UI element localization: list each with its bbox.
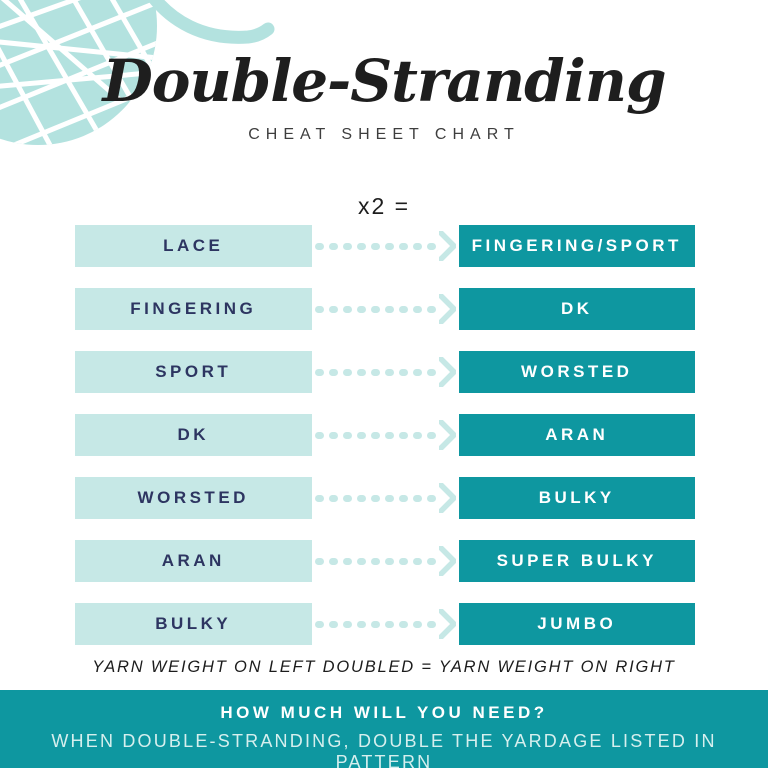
source-weight-label: LACE [163,236,224,255]
source-weight-box [75,351,312,393]
footer-heading: HOW MUCH WILL YOU NEED? [220,703,548,722]
page-subtitle: CHEAT SHEET CHART [248,125,520,143]
chevron-right-icon [439,483,456,513]
chevron-right-icon [439,546,456,576]
source-weight-box [75,603,312,645]
source-weight-label: WORSTED [137,488,249,507]
conversion-row [75,540,695,582]
chevron-right-icon [439,357,456,387]
dashed-arrow [312,225,459,267]
result-weight-box [459,603,696,645]
conversion-table [75,225,695,645]
result-weight-box [459,477,696,519]
result-weight-label: SUPER BULKY [496,551,657,570]
result-weight-box [459,288,696,330]
dashed-line [315,306,436,313]
dashed-arrow [312,477,459,519]
conversion-row [75,288,695,330]
page-title: Double-Stranding [102,47,666,115]
dashed-arrow [312,540,459,582]
dashed-line [315,432,436,439]
dashed-line [315,369,436,376]
result-weight-label: DK [560,299,593,318]
source-weight-label: SPORT [155,362,232,381]
conversion-row [75,351,695,393]
chevron-right-icon [439,231,456,261]
conversion-row [75,477,695,519]
result-weight-label: JUMBO [537,614,617,633]
source-weight-label: DK [177,425,210,444]
explanation-note: YARN WEIGHT ON LEFT DOUBLED = YARN WEIGHT ON RIGHT [92,658,676,676]
footer-banner [0,690,768,772]
source-weight-box [75,288,312,330]
conversion-row [75,603,695,645]
result-weight-label: FINGERING/SPORT [471,236,682,255]
dashed-line [315,243,436,250]
result-weight-label: ARAN [545,425,609,444]
result-weight-box [459,540,696,582]
chevron-right-icon [439,294,456,324]
dashed-line [315,621,436,628]
chevron-right-icon [439,420,456,450]
multiplier-label: x2 = [357,193,411,219]
dashed-arrow [312,288,459,330]
dashed-arrow [312,414,459,456]
dashed-line [315,558,436,565]
source-weight-label: FINGERING [130,299,257,318]
conversion-row [75,225,695,267]
result-weight-box [459,414,696,456]
result-weight-box [459,351,696,393]
source-weight-box [75,477,312,519]
conversion-row [75,414,695,456]
dashed-arrow [312,351,459,393]
header [0,47,768,144]
source-weight-label: BULKY [155,614,232,633]
footer-body: WHEN DOUBLE-STRANDING, DOUBLE THE YARDAGE LISTED IN PATTERN [51,731,717,772]
source-weight-box [75,225,312,267]
chevron-right-icon [439,609,456,639]
source-weight-label: ARAN [161,551,225,570]
source-weight-box [75,540,312,582]
dashed-line [315,495,436,502]
result-weight-box [459,225,696,267]
result-weight-label: WORSTED [521,362,633,381]
source-weight-box [75,414,312,456]
dashed-arrow [312,603,459,645]
result-weight-label: BULKY [538,488,615,507]
